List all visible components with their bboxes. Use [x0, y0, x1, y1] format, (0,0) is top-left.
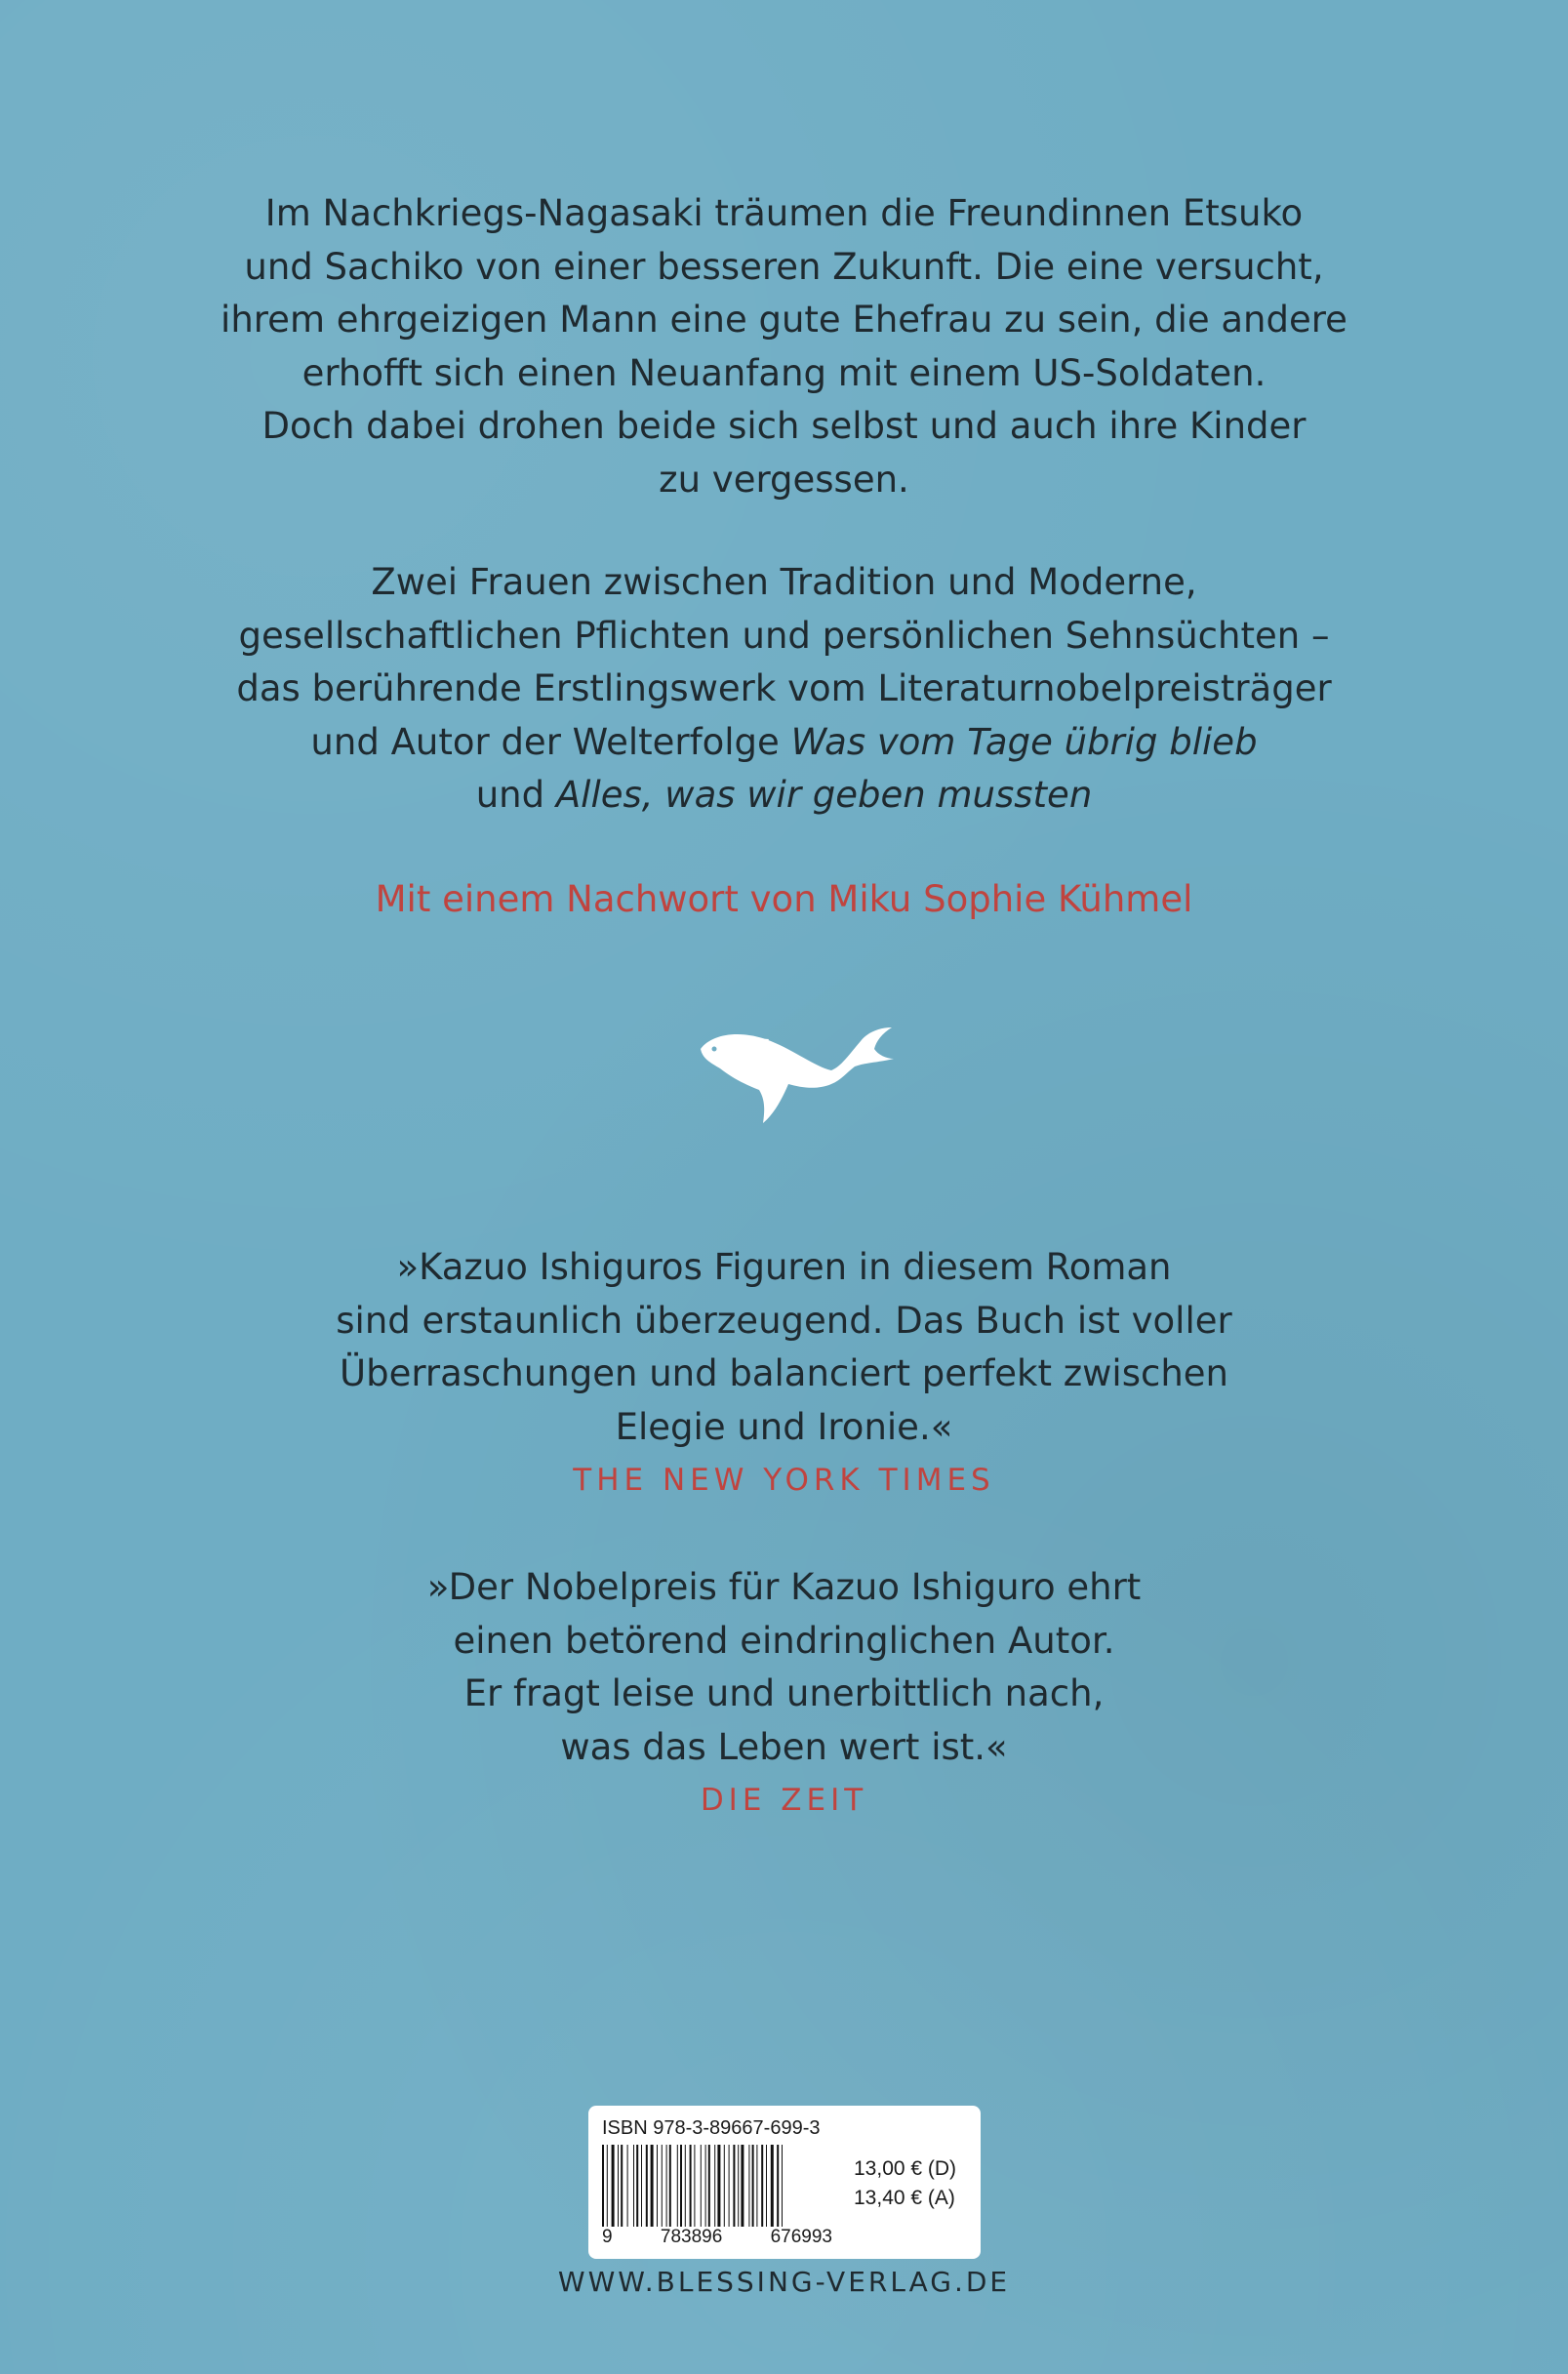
blurb-line: das berührende Erstlingswerk vom Literaturnobelpreisträger — [236, 667, 1332, 709]
blurb-line — [146, 716, 1422, 770]
prices — [854, 2154, 956, 2213]
price-austria: 13,40 € (A) — [854, 2187, 955, 2209]
quote-line: »Kazuo Ishiguros Figuren in diesem Roman — [396, 1246, 1172, 1288]
blurb-paragraph-1 — [146, 187, 1422, 506]
quote-line: einen betörend eindringlichen Autor. — [453, 1619, 1115, 1662]
blurb-line — [146, 769, 1422, 823]
barcode-digit-group: 676993 — [770, 2227, 832, 2247]
book-title-remains-of-the-day: Was vom Tage übrig blieb — [790, 720, 1258, 763]
quote-line: sind erstaunlich überzeugend. Das Buch ist voller — [336, 1299, 1232, 1342]
blurb-line: zu vergessen. — [659, 458, 909, 501]
barcode-digit-group: 783896 — [660, 2227, 723, 2247]
blurb-text: und — [475, 774, 556, 816]
quote-line: was das Leben wert ist.« — [560, 1725, 1008, 1768]
quote-line: Er fragt leise und unerbittlich nach, — [463, 1672, 1105, 1714]
quote-line: Überraschungen und balanciert perfekt zwischen — [340, 1352, 1228, 1394]
afterword-note: Mit einem Nachwort von Miku Sophie Kühmel — [375, 878, 1193, 920]
blurb-line: erhofft sich einen Neuanfang mit einem US-Soldaten. — [302, 351, 1266, 394]
barcode-icon — [602, 2145, 832, 2227]
price-germany: 13,00 € (D) — [854, 2157, 957, 2180]
blurb-line: und Sachiko von einer besseren Zukunft. Die eine versucht, — [244, 245, 1324, 288]
publisher-website[interactable]: WWW.BLESSING-VERLAG.DE — [557, 2266, 1011, 2298]
barcode-digits — [602, 2227, 832, 2248]
blurb-line: gesellschaftlichen Pflichten und persönlichen Sehnsüchten – — [238, 614, 1330, 657]
barcode-digit-group: 9 — [602, 2227, 613, 2247]
barcode-label — [588, 2106, 981, 2259]
review-quote-nyt — [146, 1241, 1422, 1507]
review-quote-zeit — [146, 1561, 1422, 1827]
book-title-never-let-me-go: Alles, was wir geben mussten — [555, 774, 1093, 816]
quote-line: »Der Nobelpreis für Kazuo Ishiguro ehrt — [426, 1566, 1142, 1608]
blurb-line: Zwei Frauen zwischen Tradition und Moderne, — [371, 561, 1197, 603]
blurb-line: Im Nachkriegs-Nagasaki träumen die Freundinnen Etsuko — [264, 192, 1304, 234]
koi-fish-icon — [693, 1020, 898, 1127]
quote-source: DIE ZEIT — [700, 1783, 868, 1818]
quote-line: Elegie und Ironie.« — [615, 1405, 953, 1448]
blurb-paragraph-2 — [146, 556, 1422, 823]
blurb-line: ihrem ehrgeizigen Mann eine gute Ehefrau zu sein, die andere — [221, 299, 1347, 341]
isbn-number: ISBN 978-3-89667-699-3 — [602, 2117, 821, 2139]
blurb-line: Doch dabei drohen beide sich selbst und auch ihre Kinder — [261, 405, 1307, 447]
blurb-text: und Autor der Welterfolge — [310, 720, 791, 763]
quote-source: THE NEW YORK TIMES — [573, 1463, 995, 1498]
